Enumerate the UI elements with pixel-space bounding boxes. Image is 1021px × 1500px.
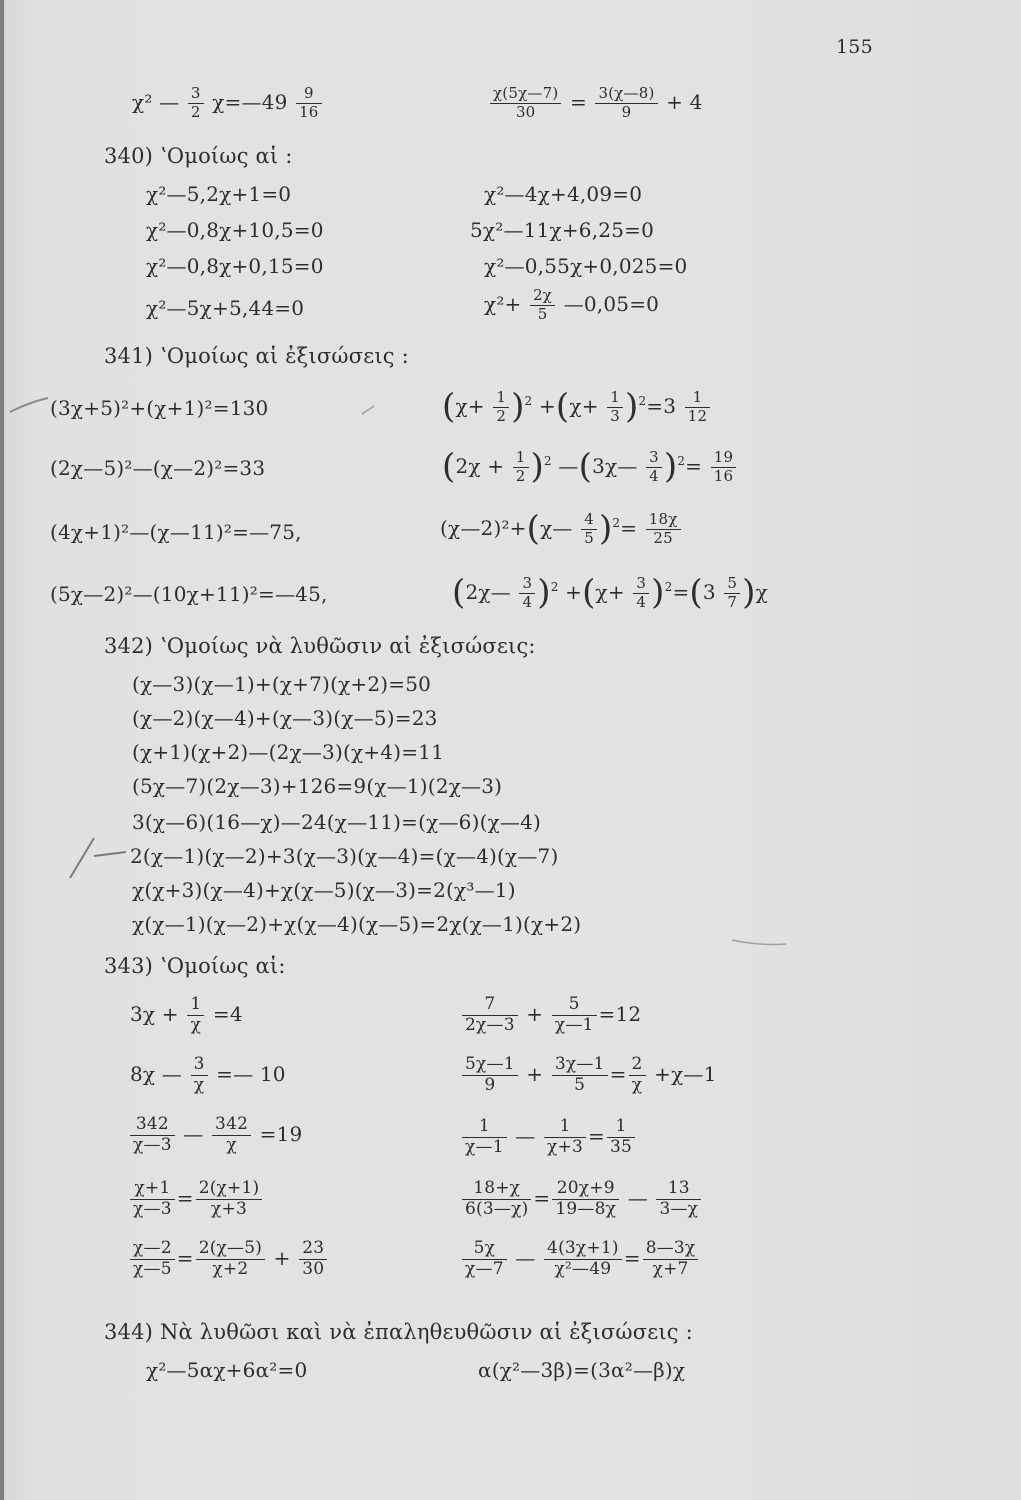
denominator: 5 bbox=[574, 1074, 586, 1095]
eq-340-l4: χ²—5χ+5,44=0 bbox=[146, 296, 305, 320]
numerator: 20χ+9 bbox=[552, 1180, 619, 1200]
eq-342-6: 2(χ—1)(χ—2)+3(χ—3)(χ—4)=(χ—4)(χ—7) bbox=[130, 844, 559, 868]
numerator: 1 bbox=[513, 450, 529, 468]
numerator: 3 bbox=[191, 1056, 208, 1076]
denominator: χ—1 bbox=[554, 1014, 594, 1035]
numerator: 7 bbox=[462, 996, 518, 1016]
denominator: 9 bbox=[621, 102, 632, 121]
eq-text: = bbox=[685, 453, 703, 478]
eq-text: 2χ— bbox=[465, 579, 511, 604]
denominator: 2 bbox=[190, 102, 201, 121]
pencil-mark bbox=[732, 940, 786, 945]
numerator: 2χ bbox=[530, 288, 555, 306]
eq-text: χ²+ bbox=[484, 291, 522, 316]
pencil-mark bbox=[362, 406, 374, 414]
denominator: 5 bbox=[537, 304, 548, 323]
numerator: 2(χ+1) bbox=[196, 1180, 263, 1200]
eq-344-l: χ²—5αχ+6α²=0 bbox=[146, 1358, 308, 1382]
eq-341-l3: (4χ+1)²—(χ—11)²=—75, bbox=[50, 520, 302, 544]
eq-text: — bbox=[558, 453, 579, 478]
eq-text: =12 bbox=[598, 1001, 642, 1026]
eq-text: + bbox=[565, 579, 583, 604]
denominator: χ bbox=[226, 1134, 237, 1155]
denominator: χ—7 bbox=[465, 1258, 504, 1279]
eq-344-r: α(χ²—3β)=(3α²—β)χ bbox=[478, 1358, 686, 1382]
heading-344: 344) Νὰ λυθῶσι καὶ νὰ ἐπαληθευθῶσιν αἱ ἐξισώσεις : bbox=[104, 1320, 693, 1344]
numerator: 2(χ—5) bbox=[196, 1240, 265, 1260]
denominator: 4 bbox=[636, 592, 647, 611]
denominator: 12 bbox=[687, 406, 708, 425]
denominator: χ+3 bbox=[211, 1198, 247, 1219]
numerator: χ(5χ—7) bbox=[490, 86, 561, 104]
eq-text: — bbox=[515, 1245, 536, 1270]
eq-text: =4 bbox=[212, 1001, 243, 1026]
eq-text: χ bbox=[755, 579, 768, 604]
denominator: 3—χ bbox=[659, 1198, 699, 1219]
denominator: 4 bbox=[649, 466, 659, 485]
numerator: 5χ—1 bbox=[462, 1056, 518, 1076]
numerator: 1 bbox=[462, 1118, 507, 1138]
denominator: χ bbox=[631, 1074, 643, 1095]
eq-text: = bbox=[569, 89, 587, 114]
denominator: χ bbox=[193, 1074, 205, 1095]
eq-text: +χ—1 bbox=[654, 1061, 717, 1086]
denominator: χ+7 bbox=[652, 1258, 689, 1279]
eq-text: = bbox=[609, 1061, 627, 1086]
denominator: 4 bbox=[522, 592, 533, 611]
eq-text: = bbox=[672, 579, 690, 604]
eq-text: + bbox=[526, 1061, 544, 1086]
denominator: χ—3 bbox=[133, 1134, 172, 1155]
eq-342-5: 3(χ—6)(16—χ)—24(χ—11)=(χ—6)(χ—4) bbox=[132, 810, 542, 834]
denominator: 25 bbox=[653, 528, 673, 547]
eq-text: + bbox=[526, 1001, 544, 1026]
numerator: χ+1 bbox=[130, 1180, 175, 1200]
numerator: 1 bbox=[544, 1118, 586, 1138]
denominator: 30 bbox=[302, 1258, 325, 1279]
eq-text: χ+ bbox=[595, 579, 625, 604]
denominator: 5 bbox=[584, 528, 594, 547]
numerator: 9 bbox=[296, 86, 322, 104]
eq-342-8: χ(χ—1)(χ—2)+χ(χ—4)(χ—5)=2χ(χ—1)(χ+2) bbox=[132, 912, 582, 936]
eq-341-l2: (2χ—5)²—(χ—2)²=33 bbox=[50, 456, 266, 480]
denominator: χ²—49 bbox=[554, 1258, 612, 1279]
heading-341: 341) ʽΟμοίως αἱ ἐξισώσεις : bbox=[104, 344, 409, 368]
numerator: 3(χ—8) bbox=[595, 86, 657, 104]
numerator: 1 bbox=[685, 390, 711, 408]
eq-text: 2χ + bbox=[455, 453, 505, 478]
eq-text: = bbox=[623, 1245, 641, 1270]
denominator: 3 bbox=[610, 406, 620, 425]
eq-text: 3χ + bbox=[130, 1001, 179, 1026]
numerator: 3 bbox=[519, 576, 535, 594]
eq-text: + bbox=[538, 393, 556, 418]
numerator: 3 bbox=[646, 450, 662, 468]
pencil-mark bbox=[10, 398, 48, 412]
numerator: 23 bbox=[299, 1240, 327, 1260]
eq-text: — bbox=[627, 1185, 648, 1210]
eq-text: + 4 bbox=[666, 89, 703, 114]
eq-340-l2: χ²—0,8χ+10,5=0 bbox=[146, 218, 324, 242]
eq-text: χ+ bbox=[569, 393, 599, 418]
eq-341-r1: (χ+ $\frac{1}{2}$ )$^2$ +(χ+ $\frac{1}{3}$ )$^2$=3 $\frac{1}{12}$ bbox=[442, 390, 712, 425]
numerator: 8—3χ bbox=[643, 1240, 699, 1260]
denominator: χ bbox=[190, 1014, 202, 1035]
eq-342-3: (χ+1)(χ+2)—(2χ—3)(χ+4)=11 bbox=[132, 740, 445, 764]
page-number: 155 bbox=[836, 36, 873, 58]
eq-text: χ— bbox=[540, 515, 573, 540]
heading-340: 340) ʽΟμοίως αἱ : bbox=[104, 144, 293, 168]
numerator: 1 bbox=[187, 996, 204, 1016]
heading-342: 342) ʽΟμοίως νὰ λυθῶσιν αἱ ἐξισώσεις: bbox=[104, 634, 536, 658]
pencil-mark bbox=[70, 838, 126, 878]
eq-text: = bbox=[176, 1245, 194, 1270]
numerator: 3χ—1 bbox=[552, 1056, 608, 1076]
numerator: 1 bbox=[607, 1118, 635, 1138]
eq-340-r2: 5χ²—11χ+6,25=0 bbox=[470, 218, 655, 242]
denominator: χ—5 bbox=[133, 1258, 172, 1279]
eq-text: —0,05=0 bbox=[563, 291, 660, 316]
numerator: 3 bbox=[188, 86, 204, 104]
denominator: χ+2 bbox=[212, 1258, 249, 1279]
eq-text: =— 10 bbox=[216, 1061, 286, 1086]
denominator: χ+3 bbox=[547, 1136, 584, 1157]
numerator: 19 bbox=[711, 450, 737, 468]
denominator: 6(3—χ) bbox=[465, 1198, 529, 1219]
denominator: χ—3 bbox=[133, 1198, 172, 1219]
numerator: 5χ bbox=[462, 1240, 507, 1260]
numerator: 4(3χ+1) bbox=[544, 1240, 622, 1260]
numerator: χ—2 bbox=[130, 1240, 175, 1260]
numerator: 2 bbox=[629, 1056, 646, 1076]
denominator: 9 bbox=[484, 1074, 496, 1095]
eq-340-r1: χ²—4χ+4,09=0 bbox=[484, 182, 643, 206]
eq-342-4: (5χ—7)(2χ—3)+126=9(χ—1)(2χ—3) bbox=[132, 774, 503, 798]
heading-343: 343) ʽΟμοίως αἱ: bbox=[104, 954, 286, 978]
eq-341-r2: (2χ + $\frac{1}{2}$ )$^2$ —(3χ— $\frac{3}{4}$ )$^2$= $\frac{19}{16}$ bbox=[442, 450, 738, 485]
eq-text: = bbox=[176, 1185, 194, 1210]
denominator: 2χ—3 bbox=[465, 1014, 515, 1035]
numerator: 342 bbox=[130, 1116, 175, 1136]
eq-text: χ+ bbox=[455, 393, 485, 418]
eq-text: (χ—2)²+ bbox=[440, 515, 527, 540]
eq-text: 8χ — bbox=[130, 1061, 183, 1086]
numerator: 4 bbox=[581, 512, 597, 530]
numerator: 5 bbox=[724, 576, 740, 594]
eq-342-7: χ(χ+3)(χ—4)+χ(χ—5)(χ—3)=2(χ³—1) bbox=[132, 878, 516, 902]
numerator: 18χ bbox=[646, 512, 681, 530]
denominator: 35 bbox=[609, 1136, 633, 1157]
eq-340-l3: χ²—0,8χ+0,15=0 bbox=[146, 254, 324, 278]
eq-341-l1: (3χ+5)²+(χ+1)²=130 bbox=[50, 396, 269, 420]
numerator: 3 bbox=[633, 576, 649, 594]
eq-text: + bbox=[273, 1245, 291, 1270]
eq-342-1: (χ—3)(χ—1)+(χ+7)(χ+2)=50 bbox=[132, 672, 432, 696]
eq-340-l1: χ²—5,2χ+1=0 bbox=[146, 182, 292, 206]
numerator: 13 bbox=[656, 1180, 701, 1200]
eq-341-r4: (2χ— $\frac{3}{4}$ )$^2$ +(χ+ $\frac{3}{4}$ )$^2$=(3 $\frac{5}{7}$ )χ bbox=[452, 572, 768, 613]
eq-text: =3 bbox=[646, 393, 677, 418]
eq-text: χ² — bbox=[132, 89, 180, 114]
eq-text: = bbox=[533, 1185, 551, 1210]
eq-text: = bbox=[588, 1123, 605, 1148]
denominator: 16 bbox=[299, 102, 319, 121]
denominator: 2 bbox=[515, 466, 526, 485]
numerator: 342 bbox=[212, 1116, 251, 1136]
eq-text: 3 bbox=[702, 579, 716, 604]
eq-341-r3: (χ—2)²+(χ— $\frac{4}{5}$ )$^2$= $\frac{18\chi}{25}$ bbox=[440, 512, 683, 547]
eq-text: — bbox=[515, 1123, 536, 1148]
eq-340-r3: χ²—0,55χ+0,025=0 bbox=[484, 254, 688, 278]
numerator: 1 bbox=[607, 390, 623, 408]
eq-text: 3χ— bbox=[592, 453, 638, 478]
denominator: 30 bbox=[515, 102, 536, 121]
numerator: 1 bbox=[493, 390, 509, 408]
denominator: 16 bbox=[713, 466, 734, 485]
eq-342-2: (χ—2)(χ—4)+(χ—3)(χ—5)=23 bbox=[132, 706, 438, 730]
denominator: 7 bbox=[727, 592, 738, 611]
eq-text: = bbox=[620, 515, 638, 540]
eq-text: χ=—49 bbox=[212, 89, 288, 114]
eq-text: — bbox=[183, 1121, 204, 1146]
eq-341-l4: (5χ—2)²—(10χ+11)²=—45, bbox=[50, 582, 328, 606]
numerator: 5 bbox=[552, 996, 597, 1016]
eq-text: =19 bbox=[259, 1121, 303, 1146]
numerator: 18+χ bbox=[462, 1180, 531, 1200]
denominator: 2 bbox=[496, 406, 507, 425]
denominator: 19—8χ bbox=[555, 1198, 617, 1219]
denominator: χ—1 bbox=[465, 1136, 504, 1157]
